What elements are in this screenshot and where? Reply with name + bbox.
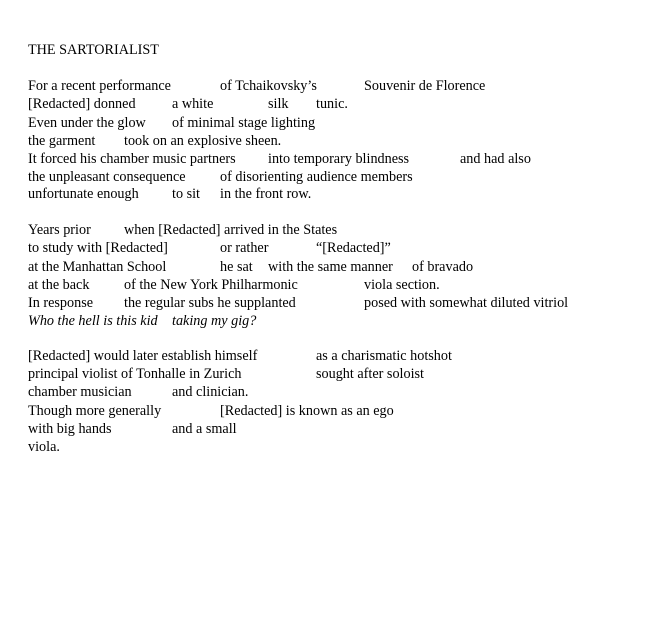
stanza-1-line-1-part-2: of Tchaikovsky’s xyxy=(220,78,317,94)
stanza-2-line-5-part-1: In response xyxy=(28,295,94,311)
stanza-2-line-3-part-4: of bravado xyxy=(412,259,474,275)
stanza-1-line-3-part-2: of minimal stage lighting xyxy=(172,115,316,131)
stanza-2-line-1-part-1: Years prior xyxy=(28,222,91,238)
stanza-1-line-6-part-2: of disorienting audience members xyxy=(220,169,413,185)
stanza-2-line-4-part-2: of the New York Philharmonic xyxy=(124,277,298,293)
stanza-3-line-4-part-1: Though more generally xyxy=(28,403,162,419)
stanza-1-line-3-part-1: Even under the glow xyxy=(28,115,146,131)
stanza-3-line-3-part-1: chamber musician xyxy=(28,384,132,400)
stanza-2-line-6-part-1: Who the hell is this kid xyxy=(28,313,158,329)
stanza-3-line-1-part-2: as a charismatic hotshot xyxy=(316,348,452,364)
stanza-1-line-5-part-3: and had also xyxy=(460,151,531,167)
stanza-3-line-4-part-2: [Redacted] is known as an ego xyxy=(220,403,394,419)
stanza-3-line-5-part-2: and a small xyxy=(172,421,237,437)
stanza-2-line-2-part-3: “[Redacted]” xyxy=(316,240,391,256)
stanza-2-line-1-part-2: when [Redacted] arrived in the States xyxy=(124,222,338,238)
stanza-2-line-2-part-1: to study with [Redacted] xyxy=(28,240,168,256)
stanza-1-line-2-part-3: silk xyxy=(268,96,289,112)
stanza-1-line-2-part-4: tunic. xyxy=(316,96,348,112)
stanza-1-line-1-part-1: For a recent performance xyxy=(28,78,171,94)
stanza-1-line-5-part-1: It forced his chamber music partners xyxy=(28,151,236,167)
stanza-2-line-5-part-3: posed with somewhat diluted vitriol xyxy=(364,295,569,311)
stanza-2-line-3-part-1: at the Manhattan School xyxy=(28,259,167,275)
stanza-2-line-3-part-2: he sat xyxy=(220,259,253,275)
stanza-1-line-2-part-1: [Redacted] donned xyxy=(28,96,136,112)
stanza-3-line-2-part-2: sought after soloist xyxy=(316,366,424,382)
stanza-3-line-5-part-1: with big hands xyxy=(28,421,112,437)
stanza-1-line-4-part-1: the garment xyxy=(28,133,96,149)
stanza-1-line-7-part-1: unfortunate enough xyxy=(28,186,139,202)
stanza-2-line-2-part-2: or rather xyxy=(220,240,269,256)
stanza-3-line-1-part-1: [Redacted] would later establish himself xyxy=(28,348,258,364)
stanza-2-line-3-part-3: with the same manner xyxy=(268,259,393,275)
stanza-1-line-2-part-2: a white xyxy=(172,96,214,112)
stanza-1-line-4-part-2: took on an explosive sheen. xyxy=(124,133,282,149)
stanza-3-line-3-part-2: and clinician. xyxy=(172,384,249,400)
stanza-1-line-7-part-2: to sit xyxy=(172,186,200,202)
stanza-1-line-5-part-2: into temporary blindness xyxy=(268,151,410,167)
stanza-1-line-7-part-3: in the front row. xyxy=(220,186,312,202)
stanza-3-line-2-part-1: principal violist of Tonhalle in Zurich xyxy=(28,366,242,382)
poem-title: THE SARTORIALIST xyxy=(28,42,159,58)
stanza-2-line-5-part-2: the regular subs he supplanted xyxy=(124,295,296,311)
stanza-2-line-4-part-1: at the back xyxy=(28,277,90,293)
stanza-2-line-6-part-2: taking my gig? xyxy=(172,313,257,329)
stanza-3-line-6-part-1: viola. xyxy=(28,439,60,455)
stanza-1-line-6-part-1: the unpleasant consequence xyxy=(28,169,186,185)
stanza-1-line-1-part-3: Souvenir de Florence xyxy=(364,78,486,94)
stanza-2-line-4-part-3: viola section. xyxy=(364,277,440,293)
